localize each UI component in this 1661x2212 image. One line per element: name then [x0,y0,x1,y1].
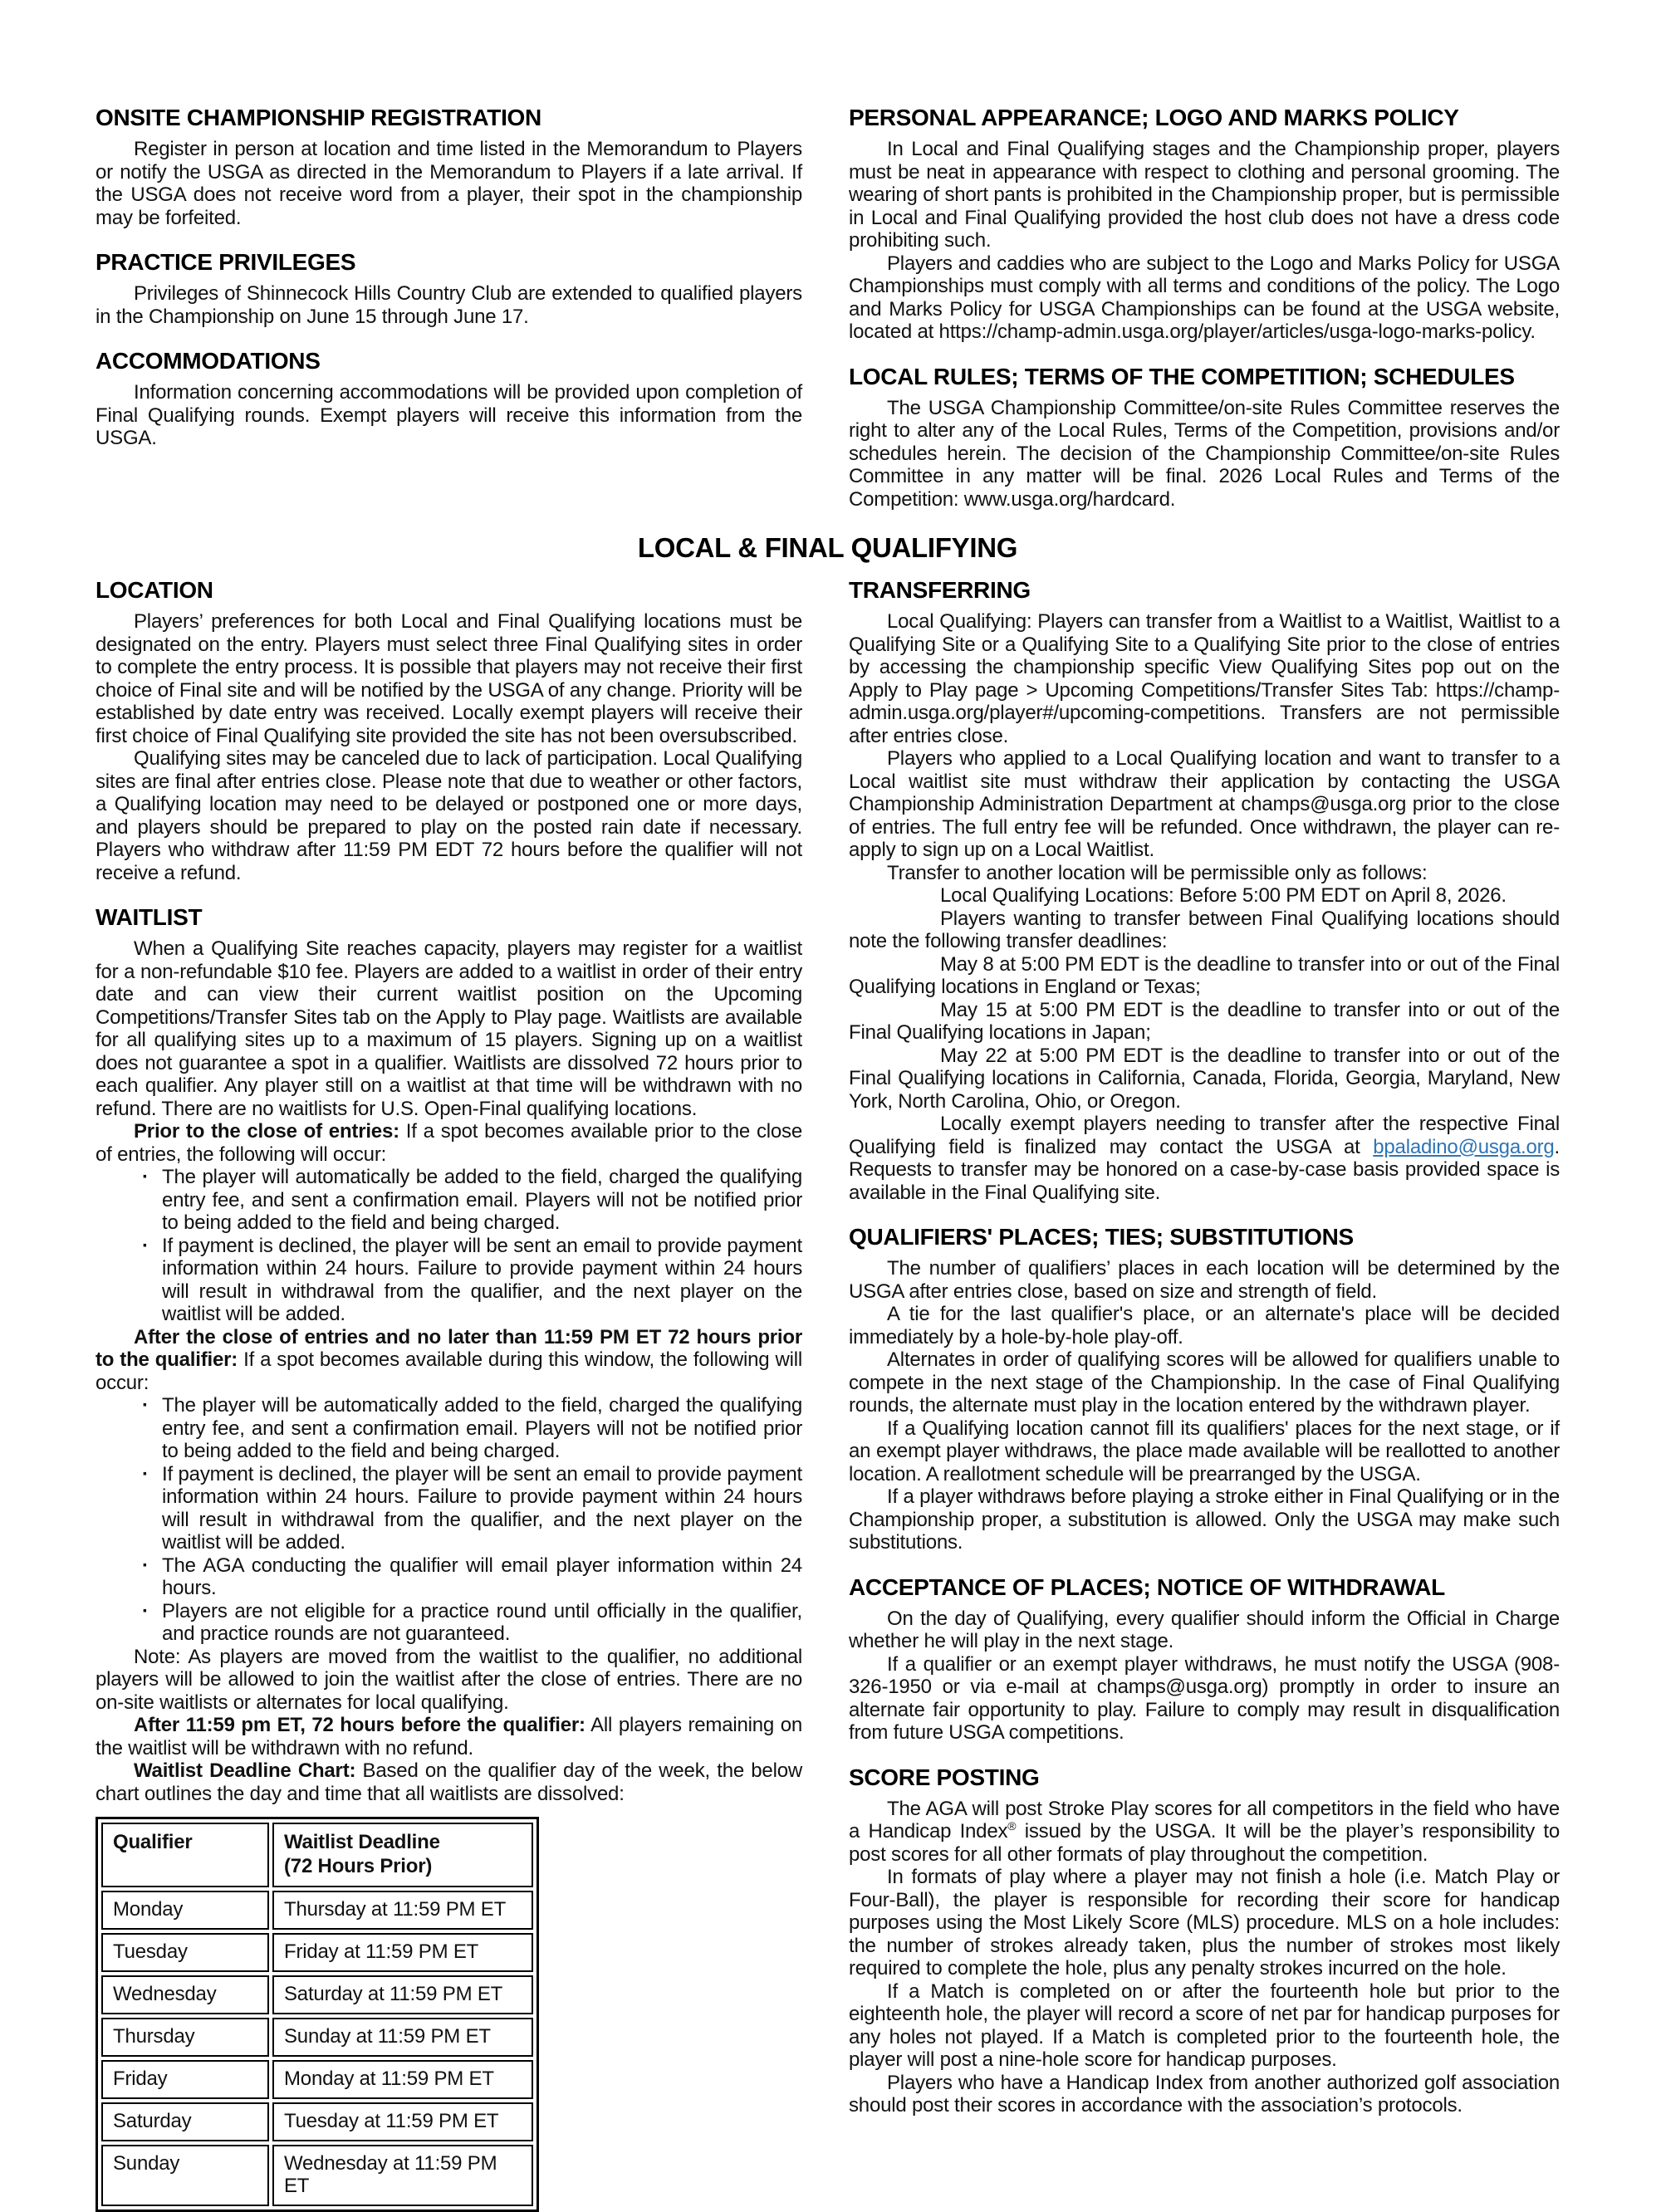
paragraph [849,1113,1560,1204]
heading-accommodations: ACCOMMODATIONS [96,348,321,374]
paragraph: Note: As players are moved from the waitlist to the qualifier, no additional players will be allowed to join the waitlist after the close of entries. There are no on-site waitlists or alternates for local qualifying. [96,1645,802,1714]
table-header-deadline [272,1823,533,1887]
heading-personal-appearance: PERSONAL APPEARANCE; LOGO AND MARKS POLICY [849,105,1459,130]
cell-deadline: Sunday at 11:59 PM ET [272,2018,533,2057]
paragraph: Local Qualifying: Players can transfer from a Waitlist to a Waitlist, Waitlist to a Qualifying Site or a Qualifying Site to a Qualifying Site prior to the close of entries by accessing the championship specific View Qualifying Sites pop out on the Apply to Play page > Upcoming Competitions/Transfer Sites Tab: https://champ-admin.usga.org/player#/upcoming-competitions. Transfers are not permissible after entries close. [849,610,1560,747]
paragraph [96,1326,802,1395]
section-waitlist [96,904,802,2212]
paragraph: Players who applied to a Local Qualifying location and want to transfer to a Local waitlist site must withdraw their application by contacting the USGA Championship Administration Department at champs@usga.org prior to the close of entries. The full entry fee will be refunded. Once withdrawn, the player can re-apply to sign up on a Local Waitlist. [849,747,1560,861]
run-in-text: All players remaining on the waitlist will be withdrawn with no refund. [96,1714,802,1759]
paragraph-text: Locally exempt players needing to transfer after the respective Final Qualifying field is finalized may contact the USGA at [849,1113,1560,1158]
run-in-text: If a spot becomes available prior to the close of entries, the following will occur: [96,1120,802,1166]
cell-deadline: Wednesday at 11:59 PM ET [272,2145,533,2206]
paragraph: Players’ preferences for both Local and Final Qualifying locations must be designated on the entry. Players must select three Final Qualifying sites in order to complete the entry process. It is possible that players may not receive their first choice of Final site and will be notified by the USGA of any change. Priority will be established by date entry was received. Locally exempt players will receive their first choice of Final Qualifying site provided the site has not been oversubscribed. [96,610,802,747]
paragraph: A tie for the last qualifier's place, or an alternate's place will be decided immediately by a hole-by-hole play-off. [849,1303,1560,1348]
cell-deadline: Tuesday at 11:59 PM ET [272,2102,533,2141]
table-header-qualifier: Qualifier [101,1823,269,1887]
heading-location: LOCATION [96,577,213,603]
paragraph: If a player withdraws before playing a stroke either in Final Qualifying or in the Championship proper, a substitution is allowed. Only the USGA may make such substitutions. [849,1485,1560,1554]
run-in-text: If a spot becomes available during this window, the following will occur: [96,1348,802,1394]
section-onsite-registration [96,105,802,229]
registered-trademark-symbol: ® [1007,1819,1017,1833]
paragraph: Qualifying sites may be canceled due to lack of participation. Local Qualifying sites are final after entries close. Please note that due to weather or other factors, a Qualifying location may need to be delayed or postponed one or more days, and players should be prepared to play on the posted rain date if necessary. Players who withdraw after 11:59 PM EDT 72 hours before the qualifier will not receive a refund. [96,747,802,884]
list-item: · If payment is declined, the player will be sent an email to provide payment information within 24 hours. Failure to provide payment within 24 hours will result in withdrawal from the qualifier, and the next player on the waitlist will be added. [96,1463,802,1554]
top-right-column [849,105,1560,511]
top-left-column [96,105,802,511]
paragraph: In formats of play where a player may not finish a hole (i.e. Match Play or Four-Ball), the player is responsible for recording their score for handicap purposes using the Most Likely Score (MLS) procedure. MLS on a hole includes: the number of strokes already taken, plus the number of strokes most likely required to complete the hole, plus any penalty strokes incurred on the hole. [849,1866,1560,1980]
heading-practice-privileges: PRACTICE PRIVILEGES [96,249,356,275]
paragraph: When a Qualifying Site reaches capacity, players may register for a waitlist for a non-refundable $10 fee. Players are added to a waitlist in order of their entry date and can view their current waitlist position on the Upcoming Competitions/Transfer Sites tab on the Apply to Play page. Waitlists are available for all qualifying sites up to a maximum of 15 players. Signing up on a waitlist does not guarantee a spot in a qualifier. Waitlists are dissolved 72 hours prior to each qualifier. Any player still on a waitlist at that time will be withdrawn with no refund. There are no waitlists for U.S. Open-Final qualifying locations. [96,937,802,1120]
heading-onsite-registration: ONSITE CHAMPIONSHIP REGISTRATION [96,105,541,130]
cell-qualifier-day: Friday [101,2060,269,2099]
cell-qualifier-day: Monday [101,1891,269,1930]
cell-deadline: Friday at 11:59 PM ET [272,1933,533,1972]
section-location [96,577,802,884]
paragraph: The USGA Championship Committee/on-site Rules Committee reserves the right to alter any of the Local Rules, Terms of the Competition, provisions and/or schedules herein. The decision of the Championship Committee/on-site Rules Committee in any matter will be final. 2026 Local Rules and Terms of the Competition: www.usga.org/hardcard. [849,396,1560,511]
top-row [96,105,1560,511]
section-personal-appearance [849,105,1560,344]
list-item: · If payment is declined, the player will be sent an email to provide payment information within 24 hours. Failure to provide payment within 24 hours will result in withdrawal from the qualifier, and the next player on the waitlist will be added. [96,1235,802,1326]
table-row [101,1933,533,1972]
list-item: · The AGA conducting the qualifier will email player information within 24 hours. [96,1554,802,1600]
run-in-label: Waitlist Deadline Chart: [134,1759,356,1782]
table-header-row [101,1823,533,1887]
heading-local-rules: LOCAL RULES; TERMS OF THE COMPETITION; SCHEDULES [849,363,1515,389]
run-in-label: After the close of entries and no later than 11:59 PM ET 72 hours prior to the qualifier: [96,1325,802,1371]
cell-deadline: Monday at 11:59 PM ET [272,2060,533,2099]
heading-qualifiers-places: QUALIFIERS' PLACES; TIES; SUBSTITUTIONS [849,1224,1354,1250]
cell-qualifier-day: Tuesday [101,1933,269,1972]
cell-deadline: Saturday at 11:59 PM ET [272,1975,533,2014]
table-row [101,1891,533,1930]
heading-waitlist: WAITLIST [96,904,203,930]
paragraph: Alternates in order of qualifying scores will be allowed for qualifiers unable to compete in the next stage of the Championship. In the case of Final Qualifying rounds, the alternate must play in the location entered by the withdrawn player. [849,1348,1560,1417]
paragraph: In Local and Final Qualifying stages and the Championship proper, players must be neat in appearance with respect to clothing and personal grooming. The wearing of short pants is prohibited in the Championship proper, but is permissible in Local and Final Qualifying provided the host club does not have a dress code prohibiting such. [849,138,1560,252]
section-score-posting [849,1764,1560,2117]
paragraph: Players and caddies who are subject to the Logo and Marks Policy for USGA Championships must comply with all terms and conditions of the policy. The Logo and Marks Policy for USGA Championships can be found at the USGA website, located at https://champ-admin.usga.org/player/articles/usga-logo-marks-policy. [849,252,1560,343]
paragraph: If a Match is completed on or after the fourteenth hole but prior to the eighteenth hole, the player will record a score of net par for handicap purposes for any holes not played. If a Match is completed prior to the fourteenth hole, the player will post a nine-hole score for handicap purposes. [849,1980,1560,2071]
cell-qualifier-day: Saturday [101,2102,269,2141]
paragraph: May 8 at 5:00 PM EDT is the deadline to transfer into or out of the Final Qualifying locations in England or Texas; [849,952,1560,998]
list-item: · Players are not eligible for a practice round until officially in the qualifier, and practice rounds are not guaranteed. [96,1600,802,1646]
main-left-column [96,577,802,2212]
main-row [96,577,1560,2212]
paragraph: May 22 at 5:00 PM EDT is the deadline to transfer into or out of the Final Qualifying locations in California, Canada, Florida, Georgia, Maryland, New York, North Carolina, Ohio, or Oregon. [849,1044,1560,1113]
table-row [101,1975,533,2014]
table-row [101,2018,533,2057]
paragraph: If a qualifier or an exempt player withdraws, he must notify the USGA (908-326-1950 or via e-mail at champs@usga.org) promptly in order to insure an alternate fair opportunity to play. Failure to comply may result in disqualification from future USGA competitions. [849,1652,1560,1744]
paragraph: Information concerning accommodations will be provided upon completion of Final Qualifying rounds. Exempt players will receive this information from the USGA. [96,381,802,449]
paragraph: May 15 at 5:00 PM EDT is the deadline to transfer into or out of the Final Qualifying locations in Japan; [849,998,1560,1044]
run-in-text: Based on the qualifier day of the week, the below chart outlines the day and time that all waitlists are dissolved: [96,1759,802,1805]
paragraph [96,1759,802,1805]
heading-score-posting: SCORE POSTING [849,1764,1040,1790]
cell-deadline: Thursday at 11:59 PM ET [272,1891,533,1930]
heading-transferring: TRANSFERRING [849,577,1031,603]
section-acceptance-withdrawal [849,1574,1560,1745]
paragraph: Register in person at location and time listed in the Memorandum to Players or notify the USGA as directed in the Memorandum to Players if a late arrival. If the USGA does not receive word from a player, their spot in the championship may be forfeited. [96,138,802,229]
list-item: · The player will be automatically added to the field, charged the qualifying entry fee, and sent a confirmation email. Players will not be notified prior to being added to the field and being charged. [96,1394,802,1463]
paragraph: Transfer to another location will be permissible only as follows: [887,861,1428,884]
waitlist-bullet-list-2 [96,1394,802,1646]
section-qualifiers-places [849,1224,1560,1554]
paragraph: Players who have a Handicap Index from another authorized golf association should post their scores in accordance with the association’s protocols. [849,2071,1560,2117]
paragraph [96,1120,802,1166]
paragraph: Players wanting to transfer between Final Qualifying locations should note the following transfer deadlines: [849,907,1560,952]
section-local-rules [849,364,1560,511]
list-item: · The player will automatically be added to the field, charged the qualifying entry fee, and sent a confirmation email. Players will not be notified prior to being added to the field and being charged. [96,1166,802,1235]
section-transferring [849,577,1560,1204]
paragraph: If a Qualifying location cannot fill its qualifiers' places for the next stage, or if an exempt player withdraws, the place made available will be reallotted to another location. A reallotment schedule will be prearranged by the USGA. [849,1417,1560,1485]
waitlist-deadline-table [96,1817,539,2212]
main-right-column [849,577,1560,2212]
cell-qualifier-day: Thursday [101,2018,269,2057]
cell-qualifier-day: Wednesday [101,1975,269,2014]
paragraph [96,1714,802,1759]
paragraph-text: issued by the USGA. It will be the player’s responsibility to post scores for all other formats of play throughout the competition. [849,1820,1560,1866]
cell-qualifier-day: Sunday [101,2145,269,2206]
section-practice-privileges [96,249,802,328]
page-title-local-final-qualifying: LOCAL & FINAL QUALIFYING [637,532,1018,563]
paragraph-text: The AGA will post Stroke Play scores for all competitors in the field who have a Handicap Index [849,1797,1560,1843]
heading-acceptance-withdrawal: ACCEPTANCE OF PLACES; NOTICE OF WITHDRAWAL [849,1573,1445,1600]
run-in-label: After 11:59 pm ET, 72 hours before the qualifier: [134,1714,586,1736]
waitlist-bullet-list-1 [96,1166,802,1326]
section-accommodations [96,348,802,450]
table-row [101,2060,533,2099]
table-row [101,2102,533,2141]
paragraph: The number of qualifiers’ places in each location will be determined by the USGA after entries close, based on size and strength of field. [849,1257,1560,1303]
paragraph-text: . Requests to transfer may be honored on a case-by-case basis provided space is available in the Final Qualifying site. [849,1135,1560,1204]
table-header-deadline-line1: Waitlist Deadline [284,1831,440,1853]
run-in-label: Prior to the close of entries: [134,1120,399,1143]
email-link[interactable]: bpaladino@usga.org [1373,1135,1555,1158]
paragraph: Privileges of Shinnecock Hills Country Club are extended to qualified players in the Championship on June 15 through June 17. [96,282,802,328]
table-row [101,2145,533,2206]
paragraph: On the day of Qualifying, every qualifier should inform the Official in Charge whether he will play in the next stage. [849,1607,1560,1652]
table-header-deadline-line2: (72 Hours Prior) [284,1855,433,1877]
paragraph: Local Qualifying Locations: Before 5:00 PM EDT on April 8, 2026. [940,884,1507,907]
paragraph [849,1798,1560,1867]
